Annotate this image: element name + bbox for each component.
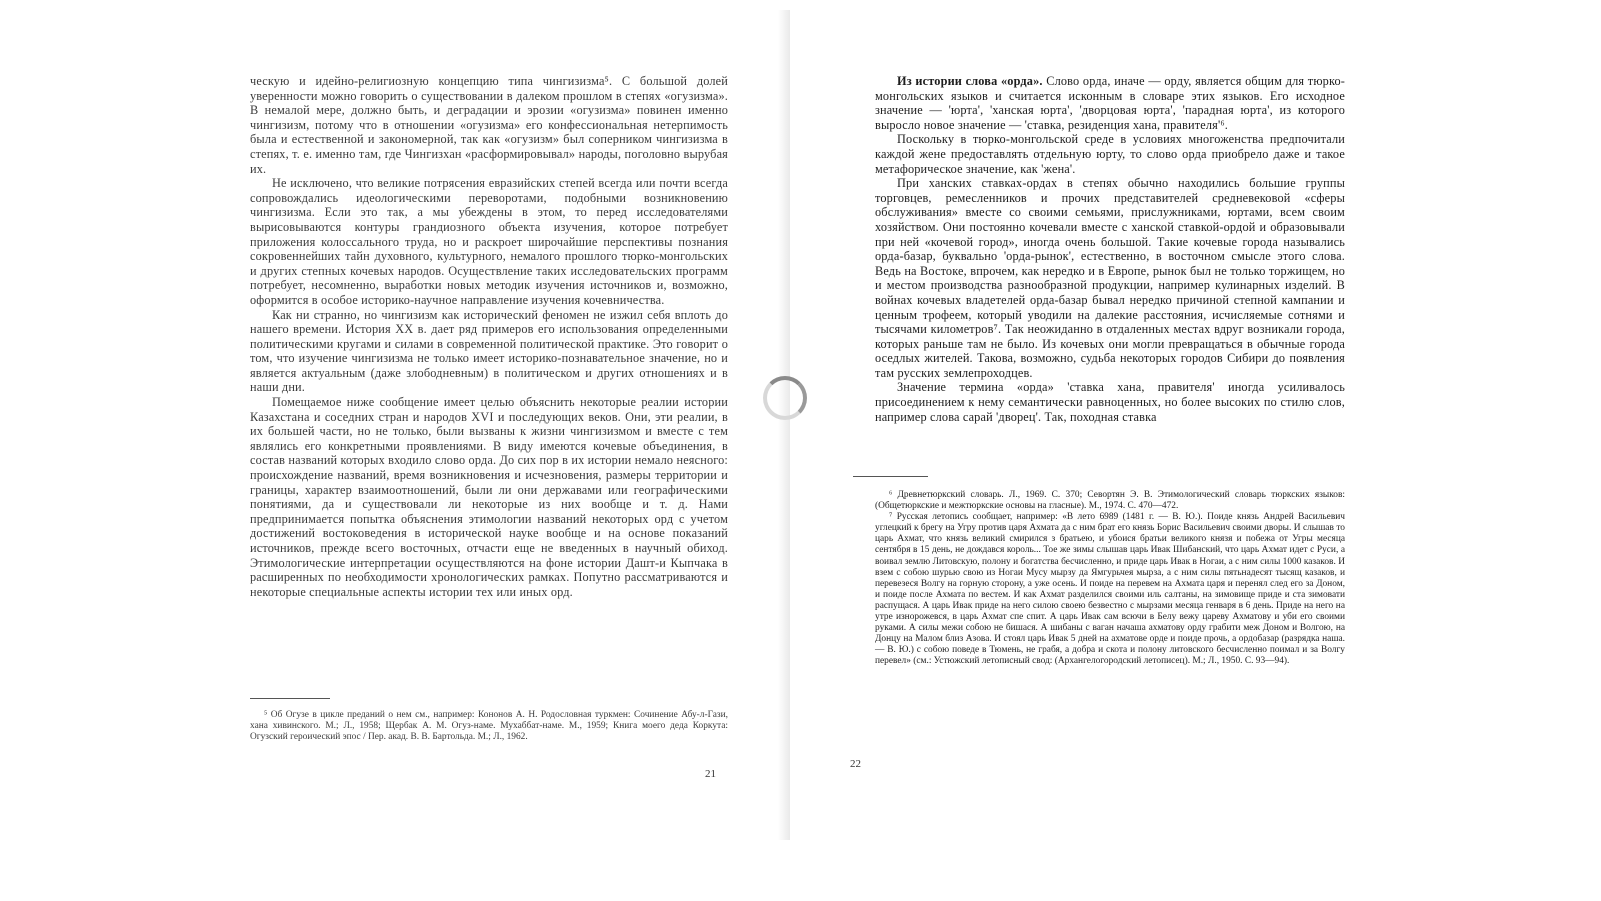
footnote: ⁶ Древнетюркский словарь. Л., 1969. С. 370; Севортян Э. В. Этимологический словарь тюркских языков: (Общетюркские и межтюркские основы на гласные). М., 1974. С. 470—472.: [875, 490, 1345, 512]
right-page-body: [875, 74, 1345, 424]
footnote-divider: [853, 476, 928, 477]
left-page-footnotes: [250, 710, 728, 743]
paragraph: ческую и идейно-религиозную концепцию типа чингизизма⁵. С большой долей уверенности можно говорить о существовании в далеком прошлом в степях «огузизма». В немалой мере, должно быть, и деградации и эрозии «огузизма» повинен именно чингизизм, потому что в отношении «огузизма» его конфессиональная нетерпимость была и естественной и закономерной, так как «огузизм» был соперником чингизизма в степях, т. е. именно там, где Чингизхан «расформировывал» народы, поголовно вырубая их.: [250, 74, 728, 176]
footnote: ⁷ Русская летопись сообщает, например: «В лето 6989 (1481 г. — В. Ю.). Поиде князь Андрей Васильевич углецкий к брегу на Угру против царя Ахмата да с ним брат его князь Борис Васильевич своими дворы. И слышав то царь Ахмат, что князь великий смирился з братьею, и убоися братьи великого князя и побежа от Угры месяца сентября в 15 день, не дождався король... Тое же зимы слышав царь Ивак Шибанский, что царь Ахмат идет с Руси, а воивал землю Литовскую, полону и богатства бесчисленно, и приде царь Ивак в Ногаи, а с ним силы 1000 казаков. И взем с собою шурью свою из Ногаи Мусу мырзу да Ямгурьчея мырза, а с ним силы пятьнадесят тысящ казаков, и перевезеся Волгу на горную сторону, а уже осень. И поиде на перевем на Ахмата царя и перенял след его за Доном, и поиде после Ахмата по вестем. И как Ахмат разделился своими иль салтаны, на зимовище приде и ста зимовати распущася. А царь Ивак приде на него силою своею безвестно с мырзами месяца генваря в 6 день. Приде на него на утре изнорожевся, в царь Ахмат спе спит. А царь Ивак сам всючи в Белу вежу цареву Ахматову и уби его своими руками. А силы межи собою не бишася. А шибаны с ваган начаша ахматову орду грабити меж Доном и Волгою, на Донцу на Малом близ Азова. И стоял царь Ивак 5 дней на ахматове орде и поиде прочь, а ордобазар (разрядка наша. — В. Ю.) с собою поведе в Тюмень, не грабя, а добра и скота и полону литовского бесчисленно поимал и за Волгу перевел» (см.: Устюжский летописный свод: (Архангелогородский летописец). М.; Л., 1950. С. 93—94).: [875, 512, 1345, 667]
page-number: 21: [705, 768, 716, 780]
paragraph: Не исключено, что великие потрясения евразийских степей всегда или почти всегда сопровождались идеологическими переворотами, подобными возникновению чингизизма. Если это так, а мы убеждены в этом, то перед исследователями вырисовываются контуры грандиозного объекта изучения, которое потребует приложения колоссального труда, но и раскроет широчайшие перспективы познания сокровеннейших тайн духовного, культурного, немалого прошлого тюрко-монгольских и других степных кочевых народов. Осуществление таких исследовательских программ потребует, несомненно, выработки новых методик изучения источников и, возможно, оформится в особое историко-научное направление изучения кочевничества.: [250, 176, 728, 307]
section-heading: Из истории слова «орда».: [897, 74, 1043, 88]
paragraph-text: Слово орда, иначе — орду, является общим для тюрко-монгольских языков и считается исконным в словаре этих языков. Его исходное значение — 'юрта', 'ханская юрта', 'дворцовая юрта', 'парадная юрта', из которого выросло новое значение — 'ставка, резиденция хана, правителя'⁶.: [875, 74, 1345, 132]
page-21: [210, 10, 790, 840]
paragraph: Помещаемое ниже сообщение имеет целью объяснить некоторые реалии истории Казахстана и соседних стран и народов XVI и последующих веков. Они, эти реалии, в их большей части, но не только, были вызваны к жизни чингизизмом и вместе с тем являлись его конкретными проявлениями. В виду имеются кочевые объединения, в состав названий которых входило слово орда. До сих пор в их истории немало неясного: происхождение названий, время возникновения и исчезновения, размеры территории и границы, характер взаимоотношений, были ли они державами или географическими понятиями, да и существовали ли некоторые из них вообще и т. д. Нами предпринимается попытка объяснения этимологии названий некоторых орд с учетом достижений востоковедения в исторической науке вообще и на основе показаний источников, прежде всего восточных, отчасти еще не введенных в научный обиход. Этимологические интерпретации осуществляются на фоне истории Дашт-и Кыпчака в расширенных по необходимости хронологических рамках. Попутно рассматриваются и некоторые специальные аспекты истории тех или иных орд.: [250, 395, 728, 599]
paragraph: Как ни странно, но чингизизм как исторический феномен не изжил себя вплоть до нашего времени. История XX в. дает ряд примеров его использования определенными политическими кругами и силами в современной политической практике. Это говорит о том, что изучение чингизизма не только имеет историко-познавательное значение, но и является актуальным (даже злободневным) в политическом и других отношениях и в наши дни.: [250, 307, 728, 395]
loading-spinner-icon: [763, 376, 807, 420]
paragraph: Поскольку в тюрко-монгольской среде в условиях многоженства предпочитали каждой жене предоставлять отдельную юрту, то слово орда приобрело даже и такое метафорическое значение, как 'жена'.: [875, 132, 1345, 176]
page-22: [790, 10, 1350, 840]
left-page-body: [250, 74, 728, 599]
paragraph: [875, 74, 1345, 132]
paragraph: При ханских ставках-ордах в степях обычно находились большие группы торговцев, ремесленников и прочих представителей средневековой «сферы обслуживания» вместе со своими семьями, прислужниками, юртами, всем своим хозяйством. Они постоянно кочевали вместе с ханской ставкой-ордой и образовывали при ней «кочевой город», иногда очень большой. Такие кочевые города назывались орда-базар, буквально 'орда-рынок', естественно, в восточном смысле этого слова. Ведь на Востоке, впрочем, как нередко и в Европе, рынок был не только торжищем, но и местом производства разнообразной продукции, например кулинарных изделий. В войнах кочевых владетелей орда-базар бывал нередко причиной степной кампании и ценным трофеем, который уводили на далекие расстояния, исчисляемые сотнями и тысячами километров⁷. Так неожиданно в отдаленных местах вдруг возникали города, которых раньше там не было. Из кочевых они могли превращаться в обычные города оседлых жителей. Такова, возможно, судьба некоторых городов Сибири до появления там русских землепроходцев.: [875, 176, 1345, 380]
right-page-footnotes: [875, 490, 1345, 668]
footnote-divider: [250, 698, 330, 699]
page-number: 22: [850, 758, 861, 770]
paragraph: Значение термина «орда» 'ставка хана, правителя' иногда усиливалось присоединением к нему семантически равноценных, но более высоких по стилю слов, например слова сарай 'дворец'. Так, походная ставка: [875, 380, 1345, 424]
footnote: ⁵ Об Огузе в цикле преданий о нем см., например: Кононов А. Н. Родословная туркмен: Сочинение Абу-л-Гази, хана хивинского. М.; Л., 1958; Щербак А. М. Огуз-наме. Мухаббат-наме. М., 1959; Книга моего деда Коркута: Огузский героический эпос / Пер. акад. В. В. Бартольда. М.; Л., 1962.: [250, 710, 728, 743]
